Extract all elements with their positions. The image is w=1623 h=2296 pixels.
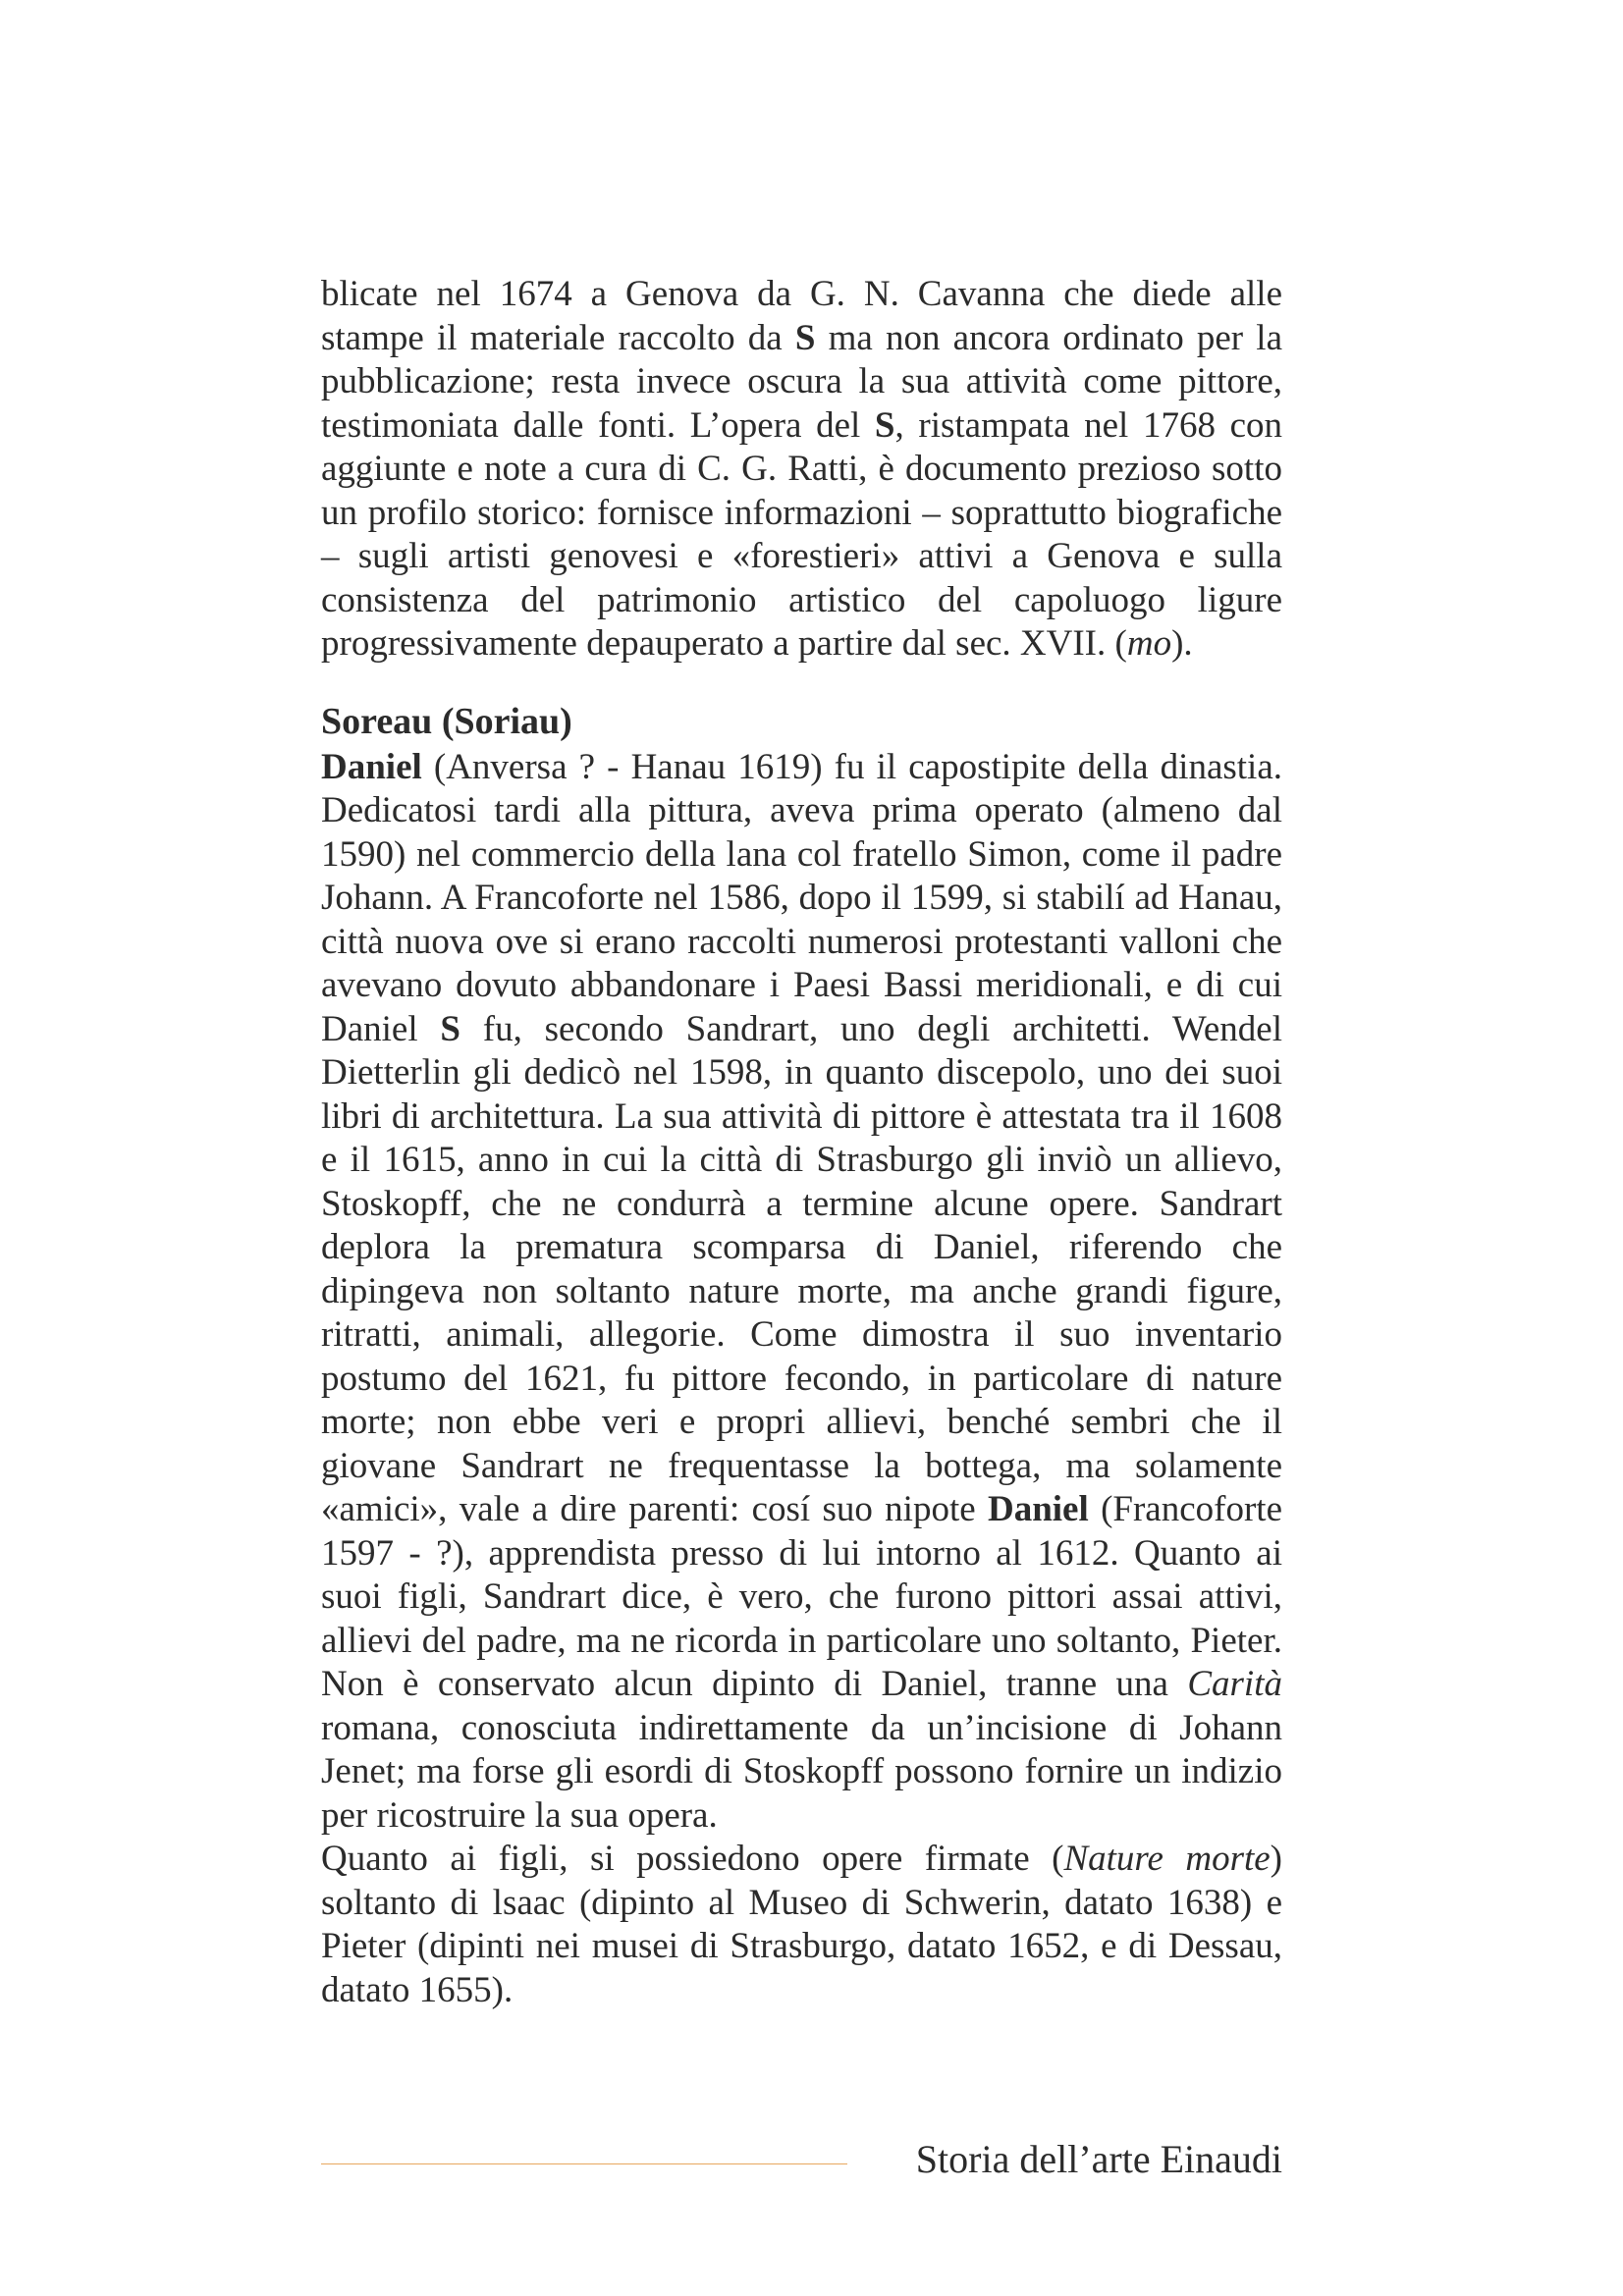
text-run: , ristampata nel 1768 con aggiunte e note a cura di C. G. Ratti, è documento prezioso sotto un profilo storico: fornisce informazioni – soprattutto biografiche – sugli artisti genovesi e «forestieri» attivi a Genova e sulla consistenza del patrimonio artistico del capoluogo ligure progressivamente depauperato a partire dal sec. XVII. ( [321,404,1282,664]
text-run: blicate nel 1674 a Genova da G. N. Cavanna che diede alle stampe il materiale raccolto da [321,274,1282,358]
footer-rule [321,2163,847,2164]
text-run: fu, secondo Sandrart, uno degli architetti. Wendel Dietterlin gli dedicò nel 1598, in quanto discepolo, uno dei suoi libri di architettura. La sua attività di pittore è attestata tra il 1608 e il 1615, anno in cui la città di Strasburgo gli inviò un allievo, Stoskopff, che ne condurrà a termine alcune opere. Sandrart deplora la prematura scomparsa di Daniel, riferendo che dipingeva non soltanto nature morte, ma anche grandi figure, ritratti, animali, allegorie. Come dimostra il suo inventario postumo del 1621, fu pittore fecondo, in particolare di nature morte; non ebbe veri e propri allievi, benché sembri che il giovane Sandrart ne frequentasse la bottega, ma solamente «amici», vale a dire parenti: cosí suo nipote [321,1008,1282,1529]
italic-title: Nature morte [1063,1839,1271,1879]
bold-abbrev: S [440,1008,460,1049]
footer-publisher: Storia dell’arte Einaudi [915,2137,1282,2181]
text-run: romana, conosciuta indirettamente da un’incisione di Johann Jenet; ma forse gli esordi di Stoskopff possono fornire un indizio per ricostruire la sua opera. [321,1707,1282,1836]
bold-name: Daniel [987,1489,1089,1529]
previous-entry-paragraph [321,273,1282,667]
text-run: (Francoforte 1597 - ?), apprendista presso di lui intorno al 1612. Quanto ai suoi figli, Sandrart dice, è vero, che furono pittori assai attivi, allievi del padre, ma ne ricorda in particolare uno soltanto, Pieter. Non è conservato alcun dipinto di Daniel, tranne una [321,1489,1282,1704]
entry-paragraph [321,746,1282,1839]
text-run: ma non ancora ordinato per la pubblicazione; resta invece oscura la sua attività come pittore, testimoniata dalle fonti. L’opera del [321,317,1282,446]
author-initials: mo [1126,623,1172,664]
bold-abbrev: S [874,404,895,446]
text-run: Quanto ai figli, si possiedono opere firmate ( [321,1839,1064,1879]
entry-paragraph-sons [321,1838,1282,2012]
bold-abbrev: S [794,317,816,358]
bold-name: Daniel [321,746,422,787]
text-run: ). [1171,623,1193,664]
page-footer [321,2130,1282,2189]
italic-title: Carità [1187,1664,1282,1704]
page-body [321,273,1282,2012]
text-run: (Anversa ? - Hanau 1619) fu il capostipite della dinastia. Dedicatosi tardi alla pittura, aveva prima operato (almeno dal 1590) nel commercio della lana col fratello Simon, come il padre Johann. A Francoforte nel 1586, dopo il 1599, si stabilí ad Hanau, città nuova ove si erano raccolti numerosi protestanti valloni che avevano dovuto abbandonare i Paesi Bassi meridionali, e di cui Daniel [321,746,1282,1049]
entry-heading: Soreau (Soriau) [321,700,572,742]
text-run: ) soltanto di lsaac (dipinto al Museo di Schwerin, datato 1638) e Pieter (dipinti nei musei di Strasburgo, datato 1652, e di Dessau, datato 1655). [321,1839,1282,2010]
